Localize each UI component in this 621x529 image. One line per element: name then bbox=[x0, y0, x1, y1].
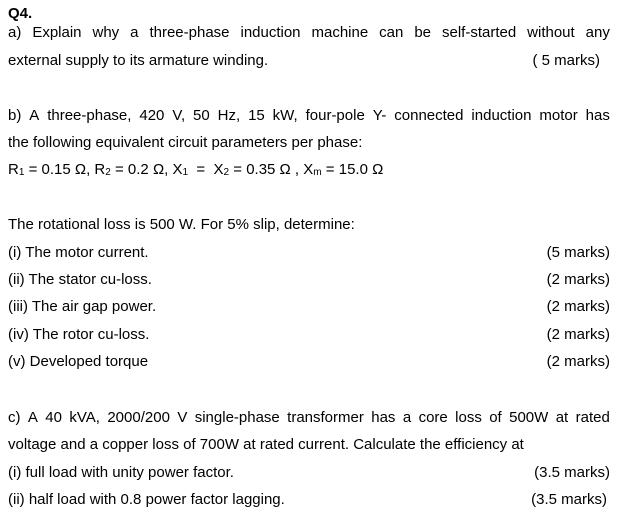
x2-symbol: X bbox=[213, 161, 224, 178]
word: V bbox=[177, 409, 188, 426]
word: three-phase bbox=[149, 24, 230, 41]
x2-subscript: 2 bbox=[223, 167, 230, 178]
circuit-parameters bbox=[8, 160, 610, 180]
part-c-line-1 bbox=[8, 408, 610, 428]
word: core bbox=[418, 409, 448, 426]
word: loss bbox=[455, 409, 482, 426]
question-document bbox=[8, 0, 610, 529]
part-a-line-1 bbox=[8, 23, 610, 43]
word: rated bbox=[575, 409, 610, 426]
part-b-item bbox=[8, 297, 610, 317]
word: a bbox=[402, 409, 412, 426]
word: self-started bbox=[441, 24, 517, 41]
item-marks: (2 marks) bbox=[546, 353, 610, 370]
item-text: (iii) The air gap power. bbox=[8, 298, 157, 315]
part-b-line-1 bbox=[8, 106, 610, 126]
word: machine bbox=[311, 24, 369, 41]
word: A bbox=[29, 107, 40, 124]
part-b-intro: The rotational loss is 500 W. For 5% slip, determine: bbox=[8, 216, 355, 233]
r1-symbol: R bbox=[8, 161, 19, 178]
r2-subscript: 2 bbox=[105, 167, 111, 178]
item-text: (ii) The stator cu-loss. bbox=[8, 271, 152, 288]
item-text: (iv) The rotor cu-loss. bbox=[8, 326, 150, 343]
word: a bbox=[130, 24, 139, 41]
word: can bbox=[379, 24, 404, 41]
word: connected bbox=[394, 107, 464, 124]
word: motor bbox=[539, 107, 578, 124]
word: 50 bbox=[193, 107, 210, 124]
xm-symbol: X bbox=[303, 161, 314, 178]
part-a-text: external supply to its armature winding. bbox=[8, 52, 269, 69]
word: of bbox=[489, 409, 502, 426]
x1-symbol: X bbox=[172, 161, 183, 178]
part-b-item bbox=[8, 352, 610, 372]
part-c-item bbox=[8, 463, 610, 483]
xm-value: = 15.0 Ω bbox=[321, 161, 384, 178]
item-marks: (3.5 marks) bbox=[531, 491, 607, 508]
x1-subscript: 1 bbox=[182, 167, 189, 178]
x1-value: = bbox=[188, 161, 214, 178]
word: b) bbox=[8, 107, 22, 124]
r1-subscript: 1 bbox=[18, 167, 25, 178]
item-marks: (3.5 marks) bbox=[534, 464, 610, 481]
word: kW, bbox=[272, 107, 298, 124]
item-marks: (2 marks) bbox=[546, 298, 610, 315]
part-a-line-2 bbox=[8, 51, 610, 71]
word: transformer bbox=[287, 409, 364, 426]
word: Hz, bbox=[217, 107, 241, 124]
item-text: (i) The motor current. bbox=[8, 244, 149, 261]
word: three-phase, bbox=[47, 107, 132, 124]
part-b-line-2: the following equivalent circuit parameters per phase: bbox=[8, 134, 363, 151]
word: V, bbox=[172, 107, 186, 124]
word: Explain bbox=[32, 24, 82, 41]
word: Y- bbox=[372, 107, 387, 124]
word: any bbox=[585, 24, 610, 41]
item-marks: (5 marks) bbox=[546, 244, 610, 261]
r2-symbol: R bbox=[94, 161, 106, 178]
word: 500W bbox=[509, 409, 549, 426]
word: single-phase bbox=[194, 409, 280, 426]
question-title: Q4. bbox=[8, 5, 33, 22]
word: four-pole bbox=[305, 107, 365, 124]
word: induction bbox=[240, 24, 301, 41]
item-text: (v) Developed torque bbox=[8, 353, 149, 370]
part-c-line-2: voltage and a copper loss of 700W at rated current. Calculate the efficiency at bbox=[8, 436, 524, 453]
word: 40 bbox=[45, 409, 62, 426]
word: A bbox=[27, 409, 38, 426]
item-text: (i) full load with unity power factor. bbox=[8, 464, 234, 481]
item-text: (ii) half load with 0.8 power factor lagging. bbox=[8, 491, 285, 508]
x2-value: = 0.35 Ω , bbox=[229, 161, 304, 178]
part-a-marks: ( 5 marks) bbox=[532, 52, 600, 69]
word: at bbox=[555, 409, 569, 426]
word: induction bbox=[471, 107, 532, 124]
part-c-item bbox=[8, 490, 610, 510]
r2-value: = 0.2 Ω, bbox=[110, 161, 173, 178]
word: 420 bbox=[139, 107, 165, 124]
part-b-item bbox=[8, 243, 610, 263]
item-marks: (2 marks) bbox=[546, 326, 610, 343]
word: 2000/200 bbox=[107, 409, 170, 426]
word: without bbox=[527, 24, 575, 41]
item-marks: (2 marks) bbox=[546, 271, 610, 288]
part-b-item bbox=[8, 270, 610, 290]
word: 15 bbox=[248, 107, 265, 124]
word: has bbox=[371, 409, 396, 426]
word: be bbox=[414, 24, 432, 41]
r1-value: = 0.15 Ω, bbox=[24, 161, 95, 178]
word: a) bbox=[8, 24, 22, 41]
part-b-item bbox=[8, 325, 610, 345]
word: why bbox=[92, 24, 120, 41]
word: kVA, bbox=[69, 409, 100, 426]
xm-subscript: m bbox=[313, 167, 322, 178]
word: has bbox=[585, 107, 610, 124]
word: c) bbox=[8, 409, 21, 426]
